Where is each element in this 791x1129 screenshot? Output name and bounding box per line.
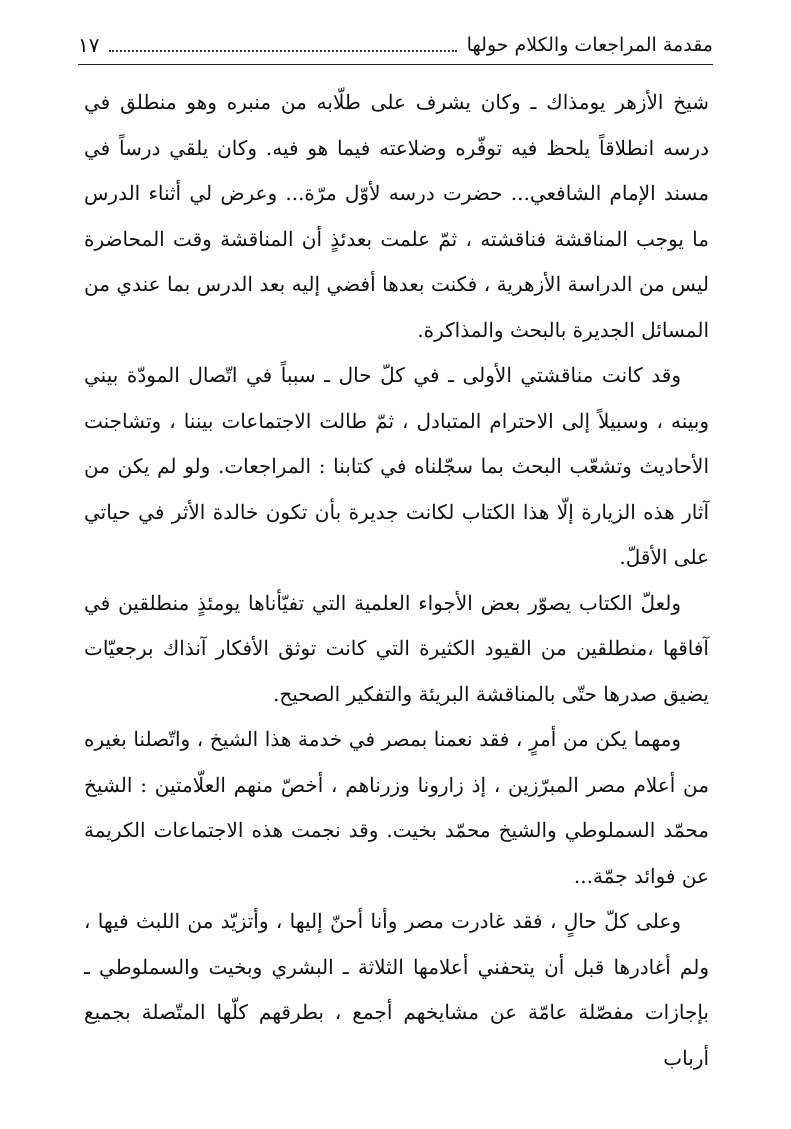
chapter-title: مقدمة المراجعات والكلام حولها — [466, 34, 713, 56]
paragraph: وعلى كلّ حالٍ ، فقد غادرت مصر وأنا أحنّ إليها ، وأتزيّد من اللبث فيها ، ولم أغادرها قبل أن يتحفني أعلامها الثلاثة ـ البشري وبخيت والسملوطي ـ بإجازات مفصّلة عامّة عن مشايخهم أجمع ، بطرقهم كلّها المتّصلة بجميع أرباب — [84, 909, 709, 1070]
dot-leader — [109, 50, 456, 52]
paragraph: ولعلّ الكتاب يصوّر بعض الأجواء العلمية التي تفيّأناها يومئذٍ منطلقين في آفاقها ،منطلقين من القيود الكثيرة التي كانت توثق الأفكار آنذاك برجعيّات يضيق صدرها حتّى بالمناقشة البريئة والتفكير الصحيح. — [84, 590, 709, 706]
paragraph: وقد كانت مناقشتي الأولى ـ في كلّ حال ـ سبباً في اتّصال المودّة بيني وبينه ، وسبيلاً إلى الاحترام المتبادل ، ثمّ طالت الاجتماعات بيننا ، وتشاجنت الأحاديث وتشعّب البحث بما سجّلناه في كتابنا : المراجعات. ولو لم يكن من آثار هذه الزيارة إلّا هذا الكتاب لكانت جديرة بأن تكون خالدة الأثر في حياتي على الأقلّ. — [84, 363, 709, 569]
running-header — [78, 30, 713, 60]
page-number: ١٧ — [78, 33, 100, 57]
body-text — [84, 80, 709, 1081]
paragraph-continued: شيخ الأزهر يومذاك ـ وكان يشرف على طلّابه من منبره وهو منطلق في درسه انطلاقاً يلحظ فيه توفّره وضلاعته فيما هو فيه. وكان يلقي درساً في مسند الإمام الشافعي... حضرت درسه لأوّل مرّة... وعرض لي أثناء الدرس ما يوجب المناقشة فناقشته ، ثمّ علمت بعدئذٍ أن المناقشة وقت المحاضرة ليس من الدراسة الأزهرية ، فكنت بعدها أفضي إليه بعد الدرس بما عندي من المسائل الجديرة بالبحث والمذاكرة. — [84, 90, 709, 342]
paragraph: ومهما يكن من أمرٍ ، فقد نعمنا بمصر في خدمة هذا الشيخ ، واتّصلنا بغيره من أعلام مصر المبرّزين ، إذ زارونا وزرناهم ، أخصّ منهم العلّامتين : الشيخ محمّد السملوطي والشيخ محمّد بخيت. وقد نجمت هذه الاجتماعات الكريمة عن فوائد جمّة... — [84, 727, 709, 888]
header-rule — [78, 64, 713, 65]
